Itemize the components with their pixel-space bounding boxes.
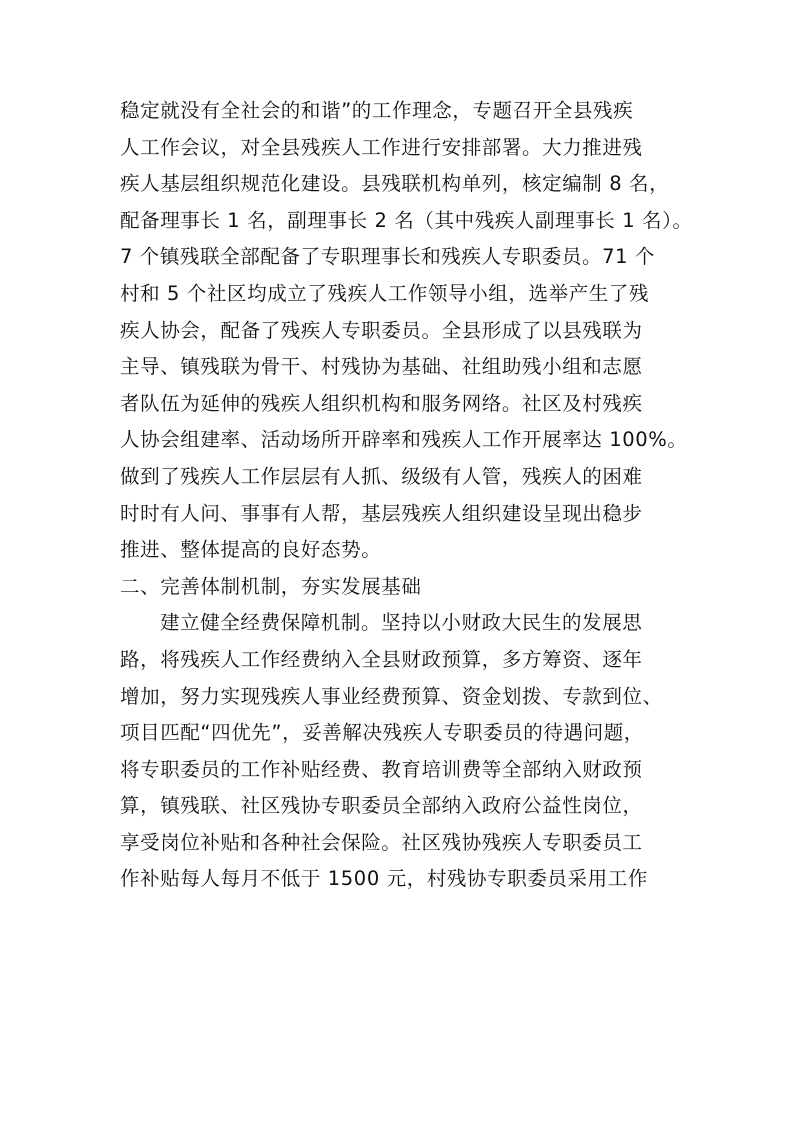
text-line: 人协会组建率、活动场所开辟率和残疾人工作开展率达 100%。 [120,428,688,452]
text-line: 主导、镇残联为骨干、村残协为基础、社组助残小组和志愿 [120,355,643,379]
text-line: 村和 5 个社区均成立了残疾人工作领导小组，选举产生了残 [120,281,650,305]
text-line: 算，镇残联、社区残协专职委员全部纳入政府公益性岗位， [120,794,643,818]
text-line: 增加，努力实现残疾人事业经费预算、资金划拨、专款到位、 [120,684,663,708]
text-line: 7 个镇残联全部配备了专职理事长和残疾人专职委员。71 个 [120,245,656,269]
text-line: 时时有人问、事事有人帮，基层残疾人组织建设呈现出稳步 [120,501,643,525]
text-line: 疾人基层组织规范化建设。县残联机构单列，核定编制 8 名， [120,172,670,196]
text-line: 作补贴每人每月不低于 1500 元，村残协专职委员采用工作 [120,867,648,891]
text-line: 享受岗位补贴和各种社会保险。社区残协残疾人专职委员工 [120,830,643,854]
text-line: 人工作会议，对全县残疾人工作进行安排部署。大力推进残 [120,135,643,159]
section-heading: 二、完善体制机制，夯实发展基础 [120,574,422,598]
text-line: 配备理事长 1 名，副理事长 2 名（其中残疾人副理事长 1 名）。 [120,208,693,232]
document-body [120,93,693,898]
text-line: 项目匹配“四优先”，妥善解决残疾人专职委员的待遇问题， [120,721,644,745]
text-line: 路，将残疾人工作经费纳入全县财政预算，多方筹资、逐年 [120,647,643,671]
text-line: 者队伍为延伸的残疾人组织机构和服务网络。社区及村残疾 [120,391,643,415]
text-line: 疾人协会，配备了残疾人专职委员。全县形成了以县残联为 [120,318,643,342]
text-line: 稳定就没有全社会的和谐”的工作理念，专题召开全县残疾 [120,99,634,122]
text-line: 推进、整体提高的良好态势。 [120,538,382,562]
text-line: 建立健全经费保障机制。坚持以小财政大民生的发展思 [160,611,643,635]
text-line: 做到了残疾人工作层层有人抓、级级有人管，残疾人的困难 [120,464,643,488]
text-line: 将专职委员的工作补贴经费、教育培训费等全部纳入财政预 [120,757,643,781]
